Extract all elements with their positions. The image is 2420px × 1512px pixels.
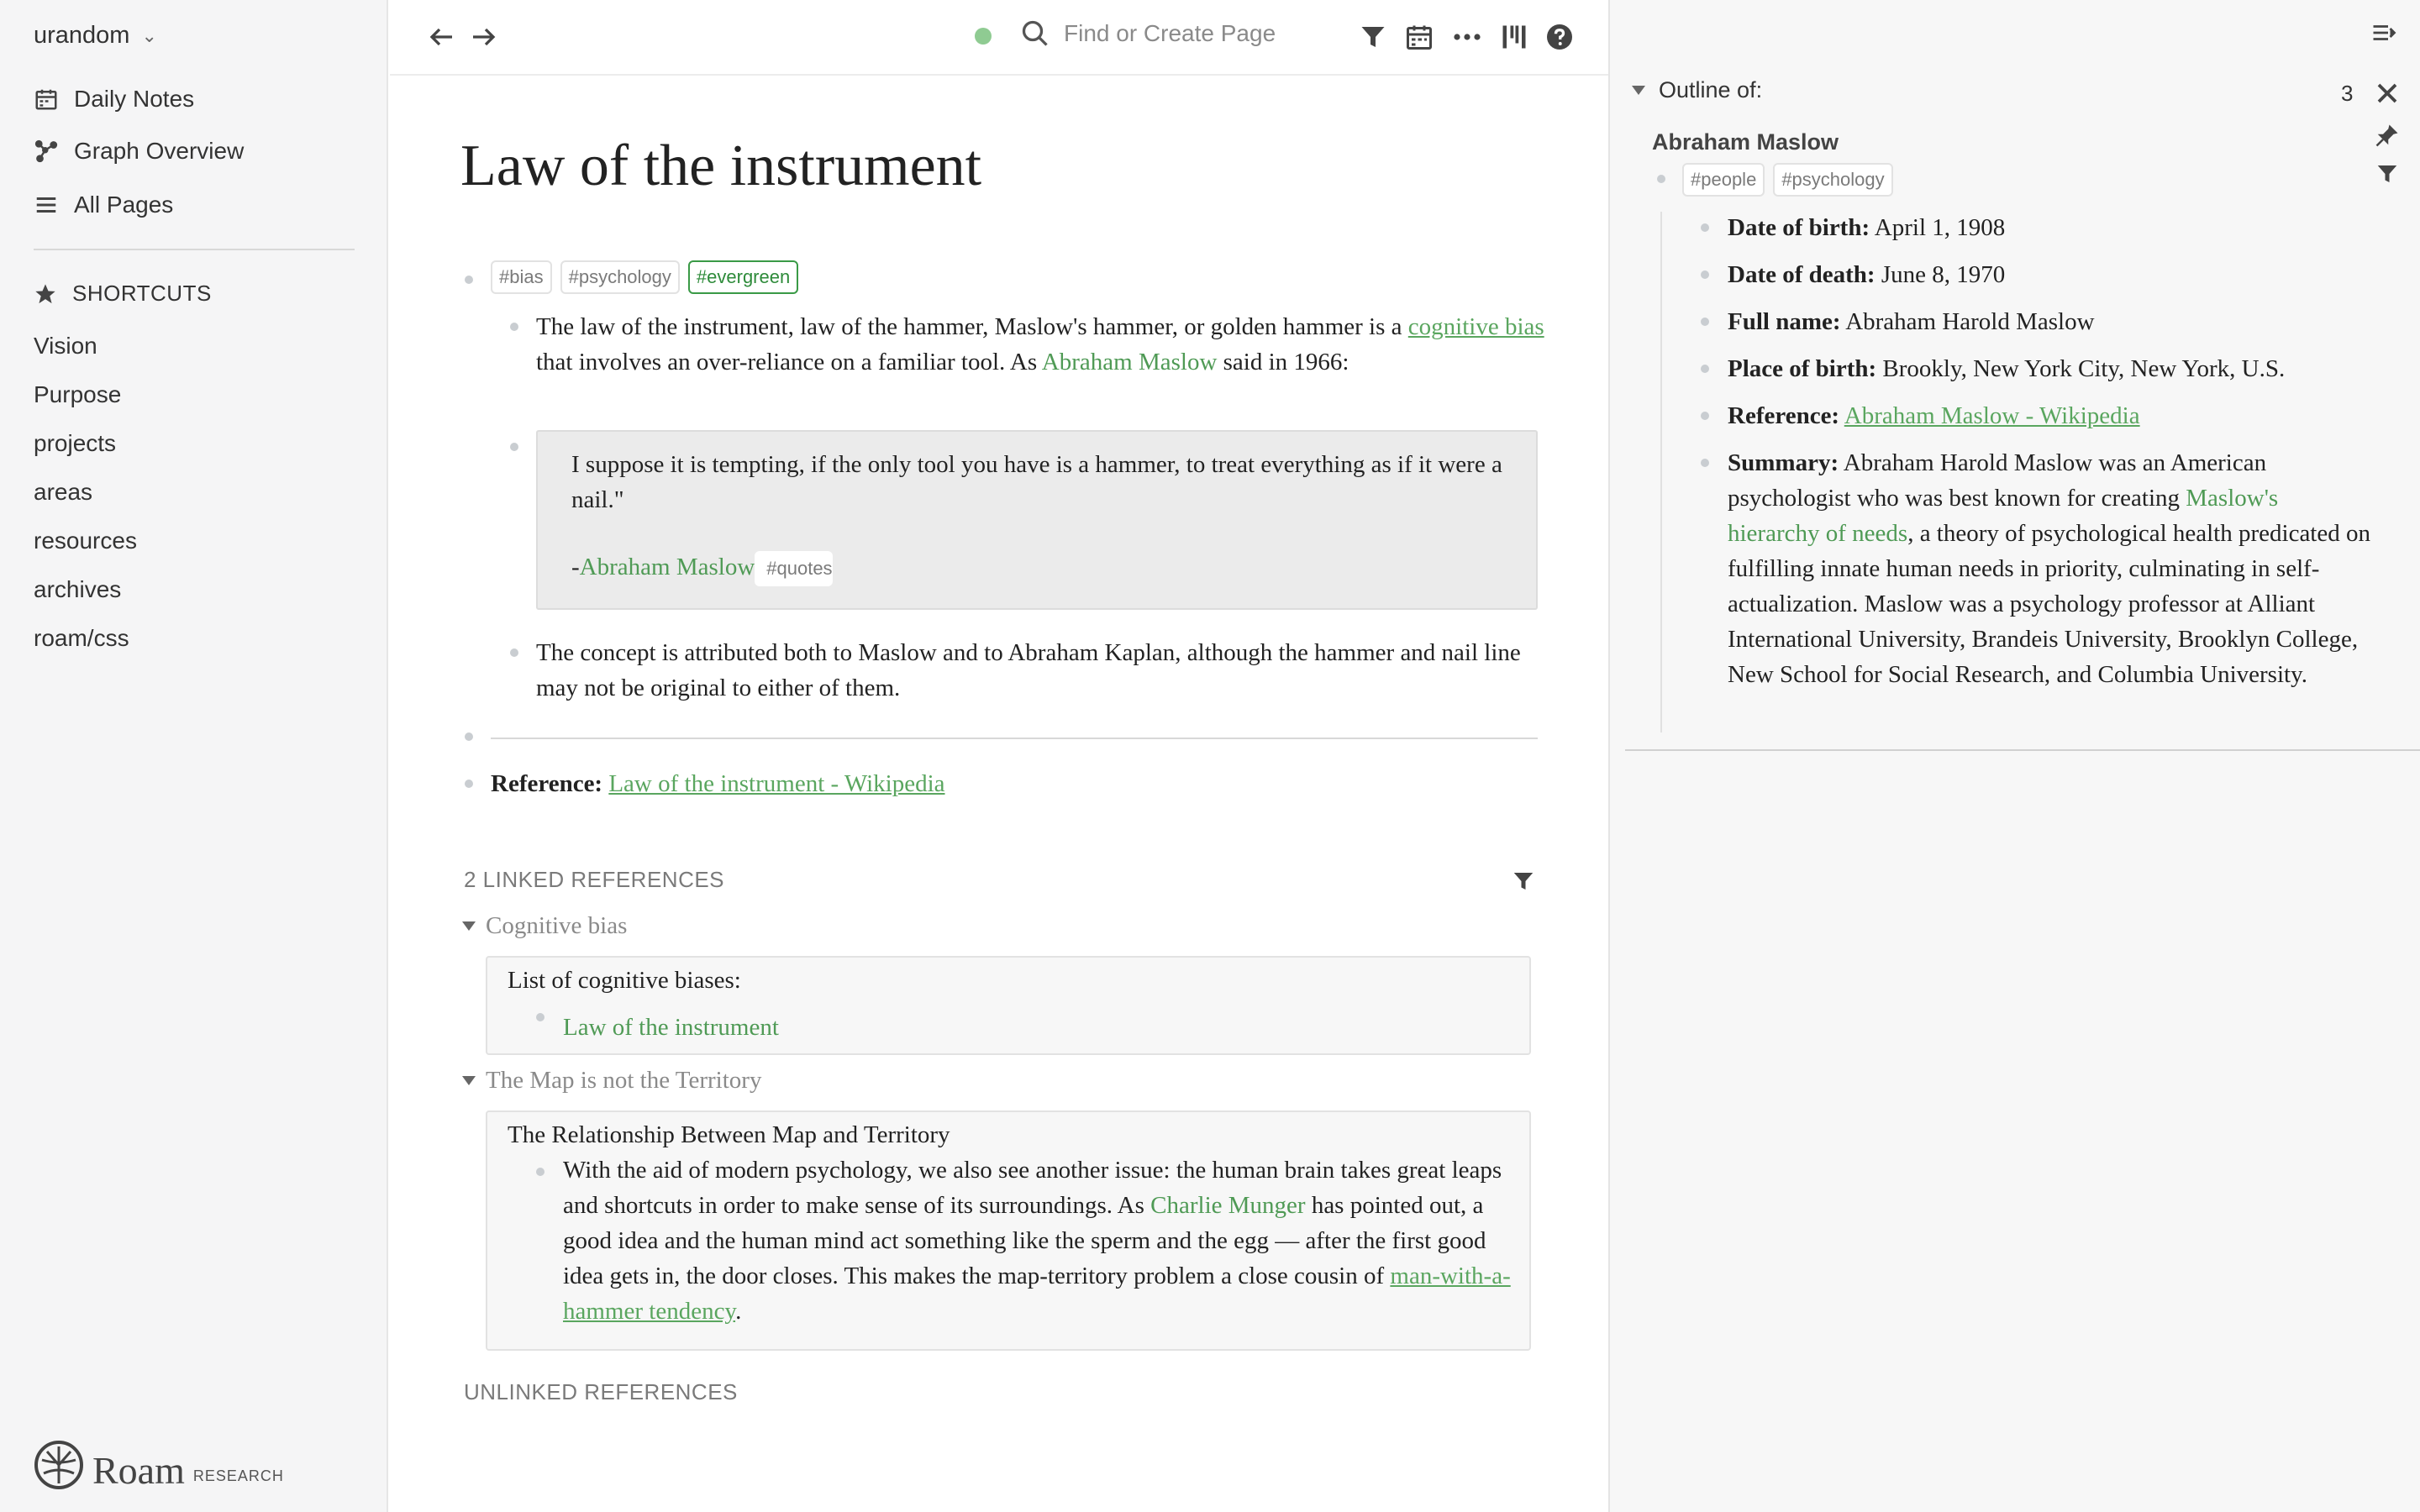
caret-down-icon [462,1076,476,1085]
shortcut-roam-css[interactable]: roam/css [34,625,129,651]
block-bullet[interactable] [1701,223,1709,232]
quote-author-link[interactable]: Abraham Maslow [579,554,755,580]
shortcut-archives[interactable]: archives [34,576,122,602]
prop-label: Date of birth: [1728,214,1870,241]
close-icon [2375,81,2400,106]
man-with-hammer-link[interactable]: man-with-a-hammer tendency [563,1263,1511,1325]
sidebar-item-label: Graph Overview [74,138,245,164]
collapse-sidebar-button[interactable] [2370,18,2398,47]
ref-page-title[interactable]: Cognitive bias [486,912,628,939]
attribution-block[interactable]: The concept is attributed both to Maslow and to Abraham Kaplan, although the hammer and nail line may not be original to either of them. [536,639,1521,701]
charlie-munger-link[interactable]: Charlie Munger [1150,1192,1306,1219]
block-bullet[interactable] [1701,270,1709,279]
reference-label: Reference: [491,770,603,797]
reference-block[interactable] [491,766,945,801]
close-window-button[interactable] [2373,79,2402,108]
caret-down-icon [1632,86,1645,95]
block-bullet[interactable] [1701,318,1709,326]
law-of-instrument-link[interactable]: Law of the instrument [563,1014,779,1041]
prop-full-name[interactable] [1728,304,2375,339]
top-bar [390,0,1608,76]
arrow-right-icon [468,22,498,52]
prop-summary[interactable] [1728,445,2375,692]
page-title[interactable]: Law of the instrument [460,134,982,198]
sidebar-divider [34,249,355,250]
outline-header[interactable] [1632,77,1762,103]
block-text: . [735,1298,742,1325]
sync-status-dot [975,28,992,45]
more-horizontal-icon [1452,22,1482,52]
shortcut-areas[interactable]: areas [34,479,93,505]
prop-value: Abraham Harold Maslow was an American psychologist who was best known for creating [1728,449,2267,512]
horizontal-rule [491,738,1538,739]
quote-text: I suppose it is tempting, if the only tool you have is a hammer, to treat everything as if it were a nail." [571,451,1502,513]
block-text: With the aid of modern psychology, we also see another issue: the human brain takes great leaps and shortcuts in order to make sense of its surroundings. As [563,1157,1502,1219]
search-icon [1020,18,1050,49]
ref-box-map-territory [486,1110,1531,1351]
prop-reference[interactable] [1728,398,2375,433]
block-text: The law of the instrument, law of the hammer, Maslow's hammer, or golden hammer is a [536,313,1408,340]
prop-value: Abraham Harold Maslow [1845,308,2095,335]
sidebar-item-label: Daily Notes [74,86,195,112]
shortcuts-header [34,281,212,307]
main-page [390,77,1608,1512]
columns-icon [1499,22,1529,52]
help-icon [1544,22,1575,52]
right-sidebar-toggle-button[interactable] [1497,20,1531,54]
prop-value: April 1, 1908 [1874,214,2006,241]
unlinked-references-title[interactable]: UNLINKED REFERENCES [464,1379,738,1404]
ref-item[interactable] [563,1152,1521,1329]
ref-heading[interactable]: List of cognitive biases: [508,967,741,994]
tag-quotes[interactable]: #quotes [755,551,832,586]
ref-group-map-territory[interactable] [462,1067,761,1095]
workspace-name: urandom [34,22,130,49]
quote-block[interactable] [536,430,1538,610]
tag-evergreen[interactable]: #evergreen [688,260,798,294]
hierarchy-of-needs-link[interactable]: Maslow's hierarchy of needs [1728,485,2279,547]
block-bullet[interactable] [465,732,473,741]
block-bullet[interactable] [510,323,518,331]
outline-filter-button[interactable] [2373,160,2402,188]
prop-date-of-death[interactable] [1728,257,2375,292]
block-bullet[interactable] [536,1013,544,1021]
outline-guide-line [1660,212,1662,732]
tag-psychology[interactable]: #psychology [560,260,680,294]
block-bullet[interactable] [1657,175,1665,183]
block-bullet[interactable] [1701,365,1709,373]
shortcuts-title: SHORTCUTS [72,281,212,306]
ref-item[interactable] [563,1010,779,1045]
right-sidebar [1608,0,2420,1512]
help-button[interactable] [1543,20,1576,54]
shortcut-resources[interactable]: resources [34,528,137,554]
arrow-left-icon [427,22,457,52]
roam-logo [34,1440,284,1490]
outline-divider [1625,749,2420,751]
search-bar[interactable] [1020,18,1282,49]
filter-icon [2375,161,2400,186]
caret-down-icon [462,921,476,931]
block-text: has pointed out, a good idea and the human mind act something like the sperm and the egg — after the first good idea gets in, the door closes. This makes the map-territory problem a close cousin of [563,1192,1486,1289]
shortcut-purpose[interactable]: Purpose [34,381,122,407]
prop-date-of-birth[interactable] [1728,210,2375,245]
shortcut-vision[interactable]: Vision [34,333,97,359]
pin-icon [2375,123,2400,148]
logo-subtitle: RESEARCH [192,1467,284,1484]
wikipedia-link[interactable]: Law of the instrument - Wikipedia [608,770,945,797]
block-bullet[interactable] [510,443,518,451]
ref-group-cognitive-bias[interactable] [462,912,627,940]
chevron-down-icon: ⌄ [141,24,157,46]
abraham-maslow-link[interactable]: Abraham Maslow [1041,349,1218,375]
filter-button[interactable] [1356,20,1390,54]
roam-logo-icon [34,1440,84,1490]
linked-references-title[interactable]: 2 LINKED REFERENCES [464,867,725,892]
block-bullet[interactable] [465,276,473,284]
ref-page-title[interactable]: The Map is not the Territory [486,1067,762,1094]
prop-label: Date of death: [1728,261,1876,288]
star-icon [34,282,57,306]
left-sidebar [0,0,388,1512]
prop-place-of-birth[interactable] [1728,351,2375,386]
sidebar-item-label: All Pages [74,192,174,218]
outline-page-title[interactable]: Abraham Maslow [1652,129,1839,155]
block-bullet[interactable] [465,780,473,788]
list-icon [34,192,59,218]
maslow-wikipedia-link[interactable]: Abraham Maslow - Wikipedia [1844,402,2140,429]
graph-icon [34,139,59,164]
block-bullet[interactable] [536,1168,544,1176]
sidebar-item-all-pages[interactable] [34,192,173,218]
prop-value: Brookly, New York City, New York, U.S. [1882,355,2286,382]
forward-button[interactable] [466,20,500,54]
tag-bias[interactable]: #bias [491,260,552,294]
filter-icon [1358,22,1388,52]
menu-collapse-icon [2371,20,2396,45]
quote-attribution [571,549,841,586]
prop-label: Reference: [1728,402,1840,429]
filter-icon [1511,869,1536,894]
daily-notes-button[interactable] [1402,20,1436,54]
quote-dash: - [571,554,580,580]
tag-psychology[interactable]: #psychology [1773,163,1892,197]
search-input[interactable] [1064,20,1282,47]
block-text: said in 1966: [1217,349,1349,375]
sidebar-item-graph-overview[interactable] [34,138,244,165]
prop-value: June 8, 1970 [1881,261,2006,288]
block-bullet[interactable] [1701,459,1709,467]
prop-label: Place of birth: [1728,355,1877,382]
pin-button[interactable] [2373,121,2402,150]
window-count: 3 [2341,81,2354,106]
calendar-icon [34,87,59,112]
workspace-switcher[interactable] [34,22,157,50]
block-text: that involves an over-reliance on a familiar tool. As [536,349,1042,375]
cognitive-bias-link[interactable]: cognitive bias [1407,313,1544,340]
outline-label: Outline of: [1659,77,1763,102]
calendar-icon [1404,22,1434,52]
tag-people[interactable]: #people [1682,163,1765,197]
prop-label: Summary: [1728,449,1839,476]
prop-label: Full name: [1728,308,1841,335]
shortcut-projects[interactable]: projects [34,430,117,456]
sidebar-item-daily-notes[interactable] [34,86,194,113]
outline-tags-block[interactable] [1682,163,1902,197]
definition-block[interactable] [536,309,1544,380]
block-bullet[interactable] [1701,412,1709,420]
prop-value: , a theory of psychological health predicated on fulfilling innate human needs in priority, culminating in self-actualization. Maslow was a psychology professor at Alliant International University, Brandeis University, Brooklyn College, New School for Social Research, and Columbia University. [1728,520,2370,688]
references-filter-button[interactable] [1509,867,1538,895]
logo-wordmark: Roam [92,1449,185,1492]
block-bullet[interactable] [510,648,518,657]
back-button[interactable] [425,20,459,54]
tags-block[interactable] [491,260,807,294]
ref-box-cognitive-bias [486,956,1531,1055]
ref-heading[interactable]: The Relationship Between Map and Territory [508,1121,950,1148]
more-options-button[interactable] [1450,20,1484,54]
